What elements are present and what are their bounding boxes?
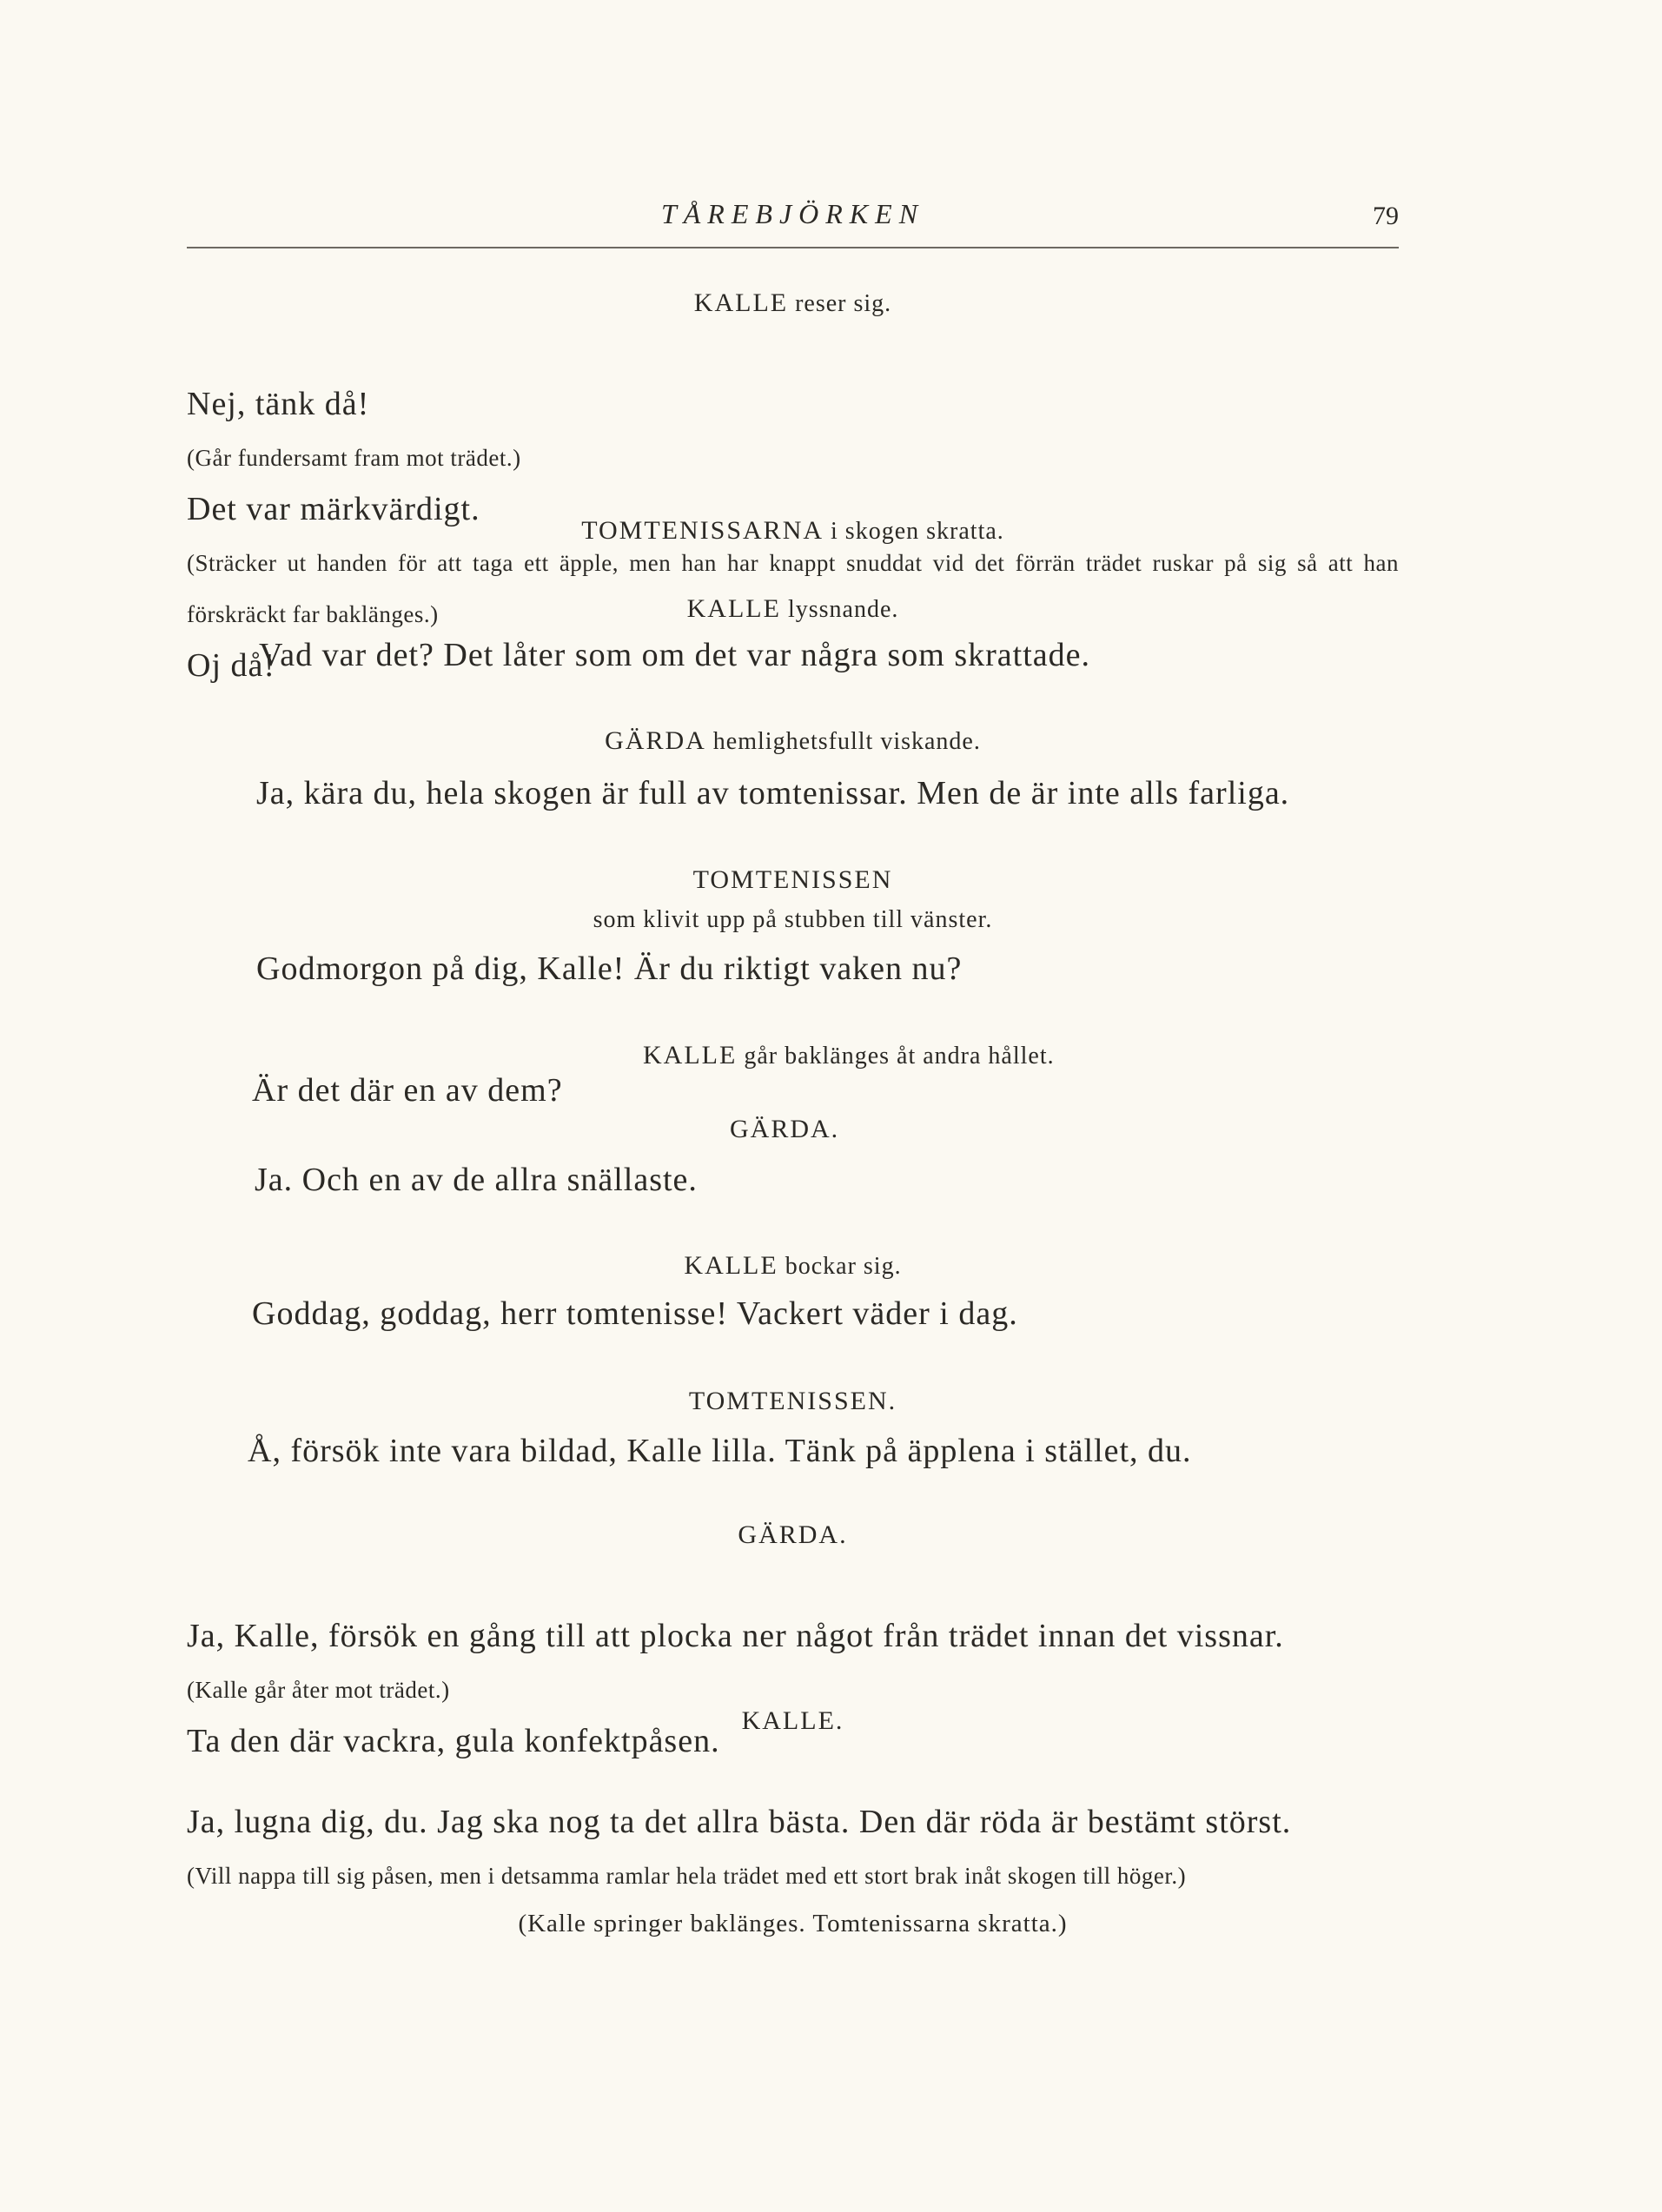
dialogue-text: Det var märkvärdigt. bbox=[187, 491, 480, 527]
dialogue-text: Vad var det? Det låter som om det var några som skrattade. bbox=[259, 637, 1091, 673]
dialogue-text: Goddag, goddag, herr tomtenisse! Vackert väder i dag. bbox=[252, 1295, 1018, 1332]
speaker-heading bbox=[187, 865, 1399, 895]
speaker-name: TOMTENISSARNA bbox=[581, 516, 824, 545]
dialogue-paragraph bbox=[187, 1566, 1399, 1772]
speaker-heading bbox=[187, 594, 1399, 624]
stage-direction: reser sig. bbox=[795, 290, 892, 317]
speaker-name: KALLE. bbox=[741, 1706, 844, 1735]
speaker-heading bbox=[187, 516, 1399, 546]
dialogue-text: Godmorgon på dig, Kalle! Är du riktigt vaken nu? bbox=[256, 950, 963, 987]
page-number: 79 bbox=[1373, 202, 1399, 230]
dialogue-paragraph: Ja, kära du, hela skogen är full av tomtenissar. Men de är inte alls farliga. bbox=[256, 775, 1290, 811]
dialogue-text: Nej, tänk då! bbox=[187, 386, 370, 422]
speaker-heading bbox=[730, 1115, 1077, 1144]
dialogue-paragraph bbox=[187, 1752, 1399, 1904]
dialogue-text: Oj då! bbox=[187, 647, 276, 684]
stage-direction: (Vill nappa till sig påsen, men i detsamma ramlar hela trädet med ett stort brak inåt skogen till höger.) bbox=[187, 1863, 1187, 1889]
stage-direction: (Sträcker ut handen för att taga ett äpple, men han har knappt snuddat vid det förrän trädet ruskar på sig så att han förskräckt far baklänges.) bbox=[187, 550, 1399, 627]
speaker-name: TOMTENISSEN. bbox=[688, 1387, 897, 1415]
speaker-heading bbox=[187, 1706, 1399, 1736]
stage-direction: i skogen skratta. bbox=[831, 518, 1004, 545]
speaker-heading bbox=[187, 1251, 1399, 1281]
speaker-name: GÄRDA. bbox=[738, 1520, 848, 1549]
stage-direction: (Går fundersamt fram mot trädet.) bbox=[187, 445, 521, 471]
speaker-name: TOMTENISSEN bbox=[692, 865, 893, 894]
speaker-name: KALLE bbox=[686, 594, 781, 623]
stage-direction: lyssnande. bbox=[787, 596, 899, 623]
speaker-name: GÄRDA. bbox=[730, 1115, 840, 1143]
speaker-heading bbox=[187, 726, 1399, 756]
speaker-name: GÄRDA bbox=[605, 726, 706, 755]
dialogue-text: Ja, Kalle, försök en gång till att plocka ner något från trädet innan det vissnar. bbox=[187, 1618, 1284, 1654]
speaker-name: KALLE bbox=[643, 1041, 738, 1070]
dialogue-text: Å, försök inte vara bildad, Kalle lilla. Tänk på äpplena i stället, du. bbox=[248, 1433, 1192, 1469]
speaker-heading bbox=[187, 1387, 1399, 1416]
dialogue-text: Är det där en av dem? bbox=[252, 1072, 563, 1109]
stage-direction: går baklänges åt andra hållet. bbox=[744, 1043, 1055, 1070]
stage-direction: bockar sig. bbox=[785, 1253, 902, 1280]
stage-direction: hemlighetsfullt viskande. bbox=[712, 728, 981, 755]
stage-direction: (Kalle går åter mot trädet.) bbox=[187, 1677, 450, 1703]
speaker-name: KALLE bbox=[693, 288, 789, 317]
stage-direction: (Kalle springer baklänges. Tomtenissarna skratta.) bbox=[518, 1910, 1068, 1937]
page-header bbox=[187, 198, 1399, 248]
stage-direction: som klivit upp på stubben till vänster. bbox=[593, 906, 993, 933]
speaker-name: KALLE bbox=[684, 1251, 778, 1280]
speaker-heading bbox=[187, 288, 1399, 318]
running-title: TÅREBJÖRKEN bbox=[660, 198, 925, 229]
dialogue-text: Ja, lugna dig, du. Jag ska nog ta det allra bästa. Den där röda är bestämt störst. bbox=[187, 1804, 1292, 1840]
dialogue-text: Ja. Och en av de allra snällaste. bbox=[255, 1162, 698, 1198]
dialogue-text: Ta den där vackra, gula konfektpåsen. bbox=[187, 1723, 720, 1759]
speaker-heading bbox=[643, 1041, 1512, 1070]
speaker-heading bbox=[187, 1520, 1399, 1550]
